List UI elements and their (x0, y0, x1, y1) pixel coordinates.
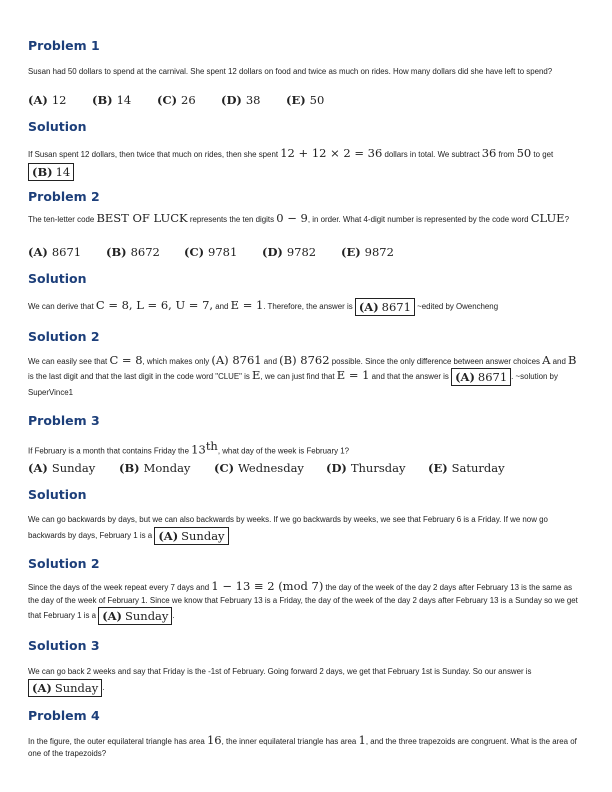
choice-b: (B) Monday (119, 461, 191, 475)
math-expression: 12 + 12 × 2 = 36 (280, 146, 383, 160)
problem-2-solution-heading: Solution (28, 271, 87, 286)
choice-e: (E) 9872 (341, 245, 394, 259)
choice-d: (D) 9782 (262, 245, 317, 259)
problem-3-solution-3-text: We can go back 2 weeks and say that Friday is the -1st of February. Going forward 2 days, we get that February 1st is Sunday. So our answer is (A) Sunday . (28, 667, 532, 695)
problem-4-heading: Problem 4 (28, 708, 100, 723)
problem-4-text: In the figure, the outer equilateral triangle has area 16, the inner equilateral triangle has area 1, and the three trapezoids are congruent. What is the area of one of the trapezoids? (28, 733, 577, 758)
problem-3-text: If February is a month that contains Friday the 13th, what day of the week is February 1? (28, 439, 349, 457)
choice-b: (B) 14 (92, 93, 132, 107)
answer-box: (A) 8671 (451, 368, 511, 386)
problem-2-heading: Problem 2 (28, 189, 100, 204)
choice-c: (C) 26 (157, 93, 196, 107)
problem-1-solution-text: If Susan spent 12 dollars, then twice that much on rides, then she spent 12 + 12 × 2 = 36 dollars in total. We subtract 36 from 50 to get (B) 14 (28, 146, 554, 179)
problem-2-solution-2-text: We can easily see that C = 8, which makes only (A) 8761 and (B) 8762 possible. Since the only difference between answer choices A and B is the last digit and that the last digit in the code word "CLUE" is E, we can just find that E = 1 and that the answer is (A) 8671 . ~solution by SuperVince1 (28, 353, 577, 397)
problem-2-solution-text: We can derive that C = 8, L = 6, U = 7, and E = 1. Therefore, the answer is (A) 8671 ~edited by Owencheng (28, 298, 499, 314)
choice-e: (E) Saturday (428, 461, 505, 475)
answer-box: (A) Sunday (98, 607, 172, 625)
problem-3-solution-text: We can go backwards by days, but we can also backwards by weeks. If we go backwards by weeks, we see that February 6 is a Friday. If we now go backwards by days, February 1 is a (A) Sunday (28, 515, 548, 543)
choice-c: (C) 9781 (184, 245, 238, 259)
problem-1-text: Susan had 50 dollars to spend at the carnival. She spent 12 dollars on food and twice as much on rides. How many dollars did she have left to spend? (28, 67, 553, 76)
problem-1-heading: Problem 1 (28, 38, 100, 53)
problem-2-solution-2-heading: Solution 2 (28, 329, 100, 344)
answer-box: (A) Sunday (154, 527, 228, 545)
answer-box: (A) Sunday (28, 679, 102, 697)
problem-3-solution-2-heading: Solution 2 (28, 556, 100, 571)
math-expression: 1 − 13 ≡ 2 (mod 7) (211, 579, 324, 593)
answer-box: (B) 14 (28, 163, 74, 181)
choice-d: (D) 38 (221, 93, 261, 107)
choice-b: (B) 8672 (106, 245, 160, 259)
choice-c: (C) Wednesday (214, 461, 304, 475)
problem-3-heading: Problem 3 (28, 413, 100, 428)
choice-a: (A) Sunday (28, 461, 96, 475)
problem-3-solution-heading: Solution (28, 487, 87, 502)
problem-2-text: The ten-letter code BEST OF LUCK represents the ten digits 0 − 9, in order. What 4-digit number is represented by the code word CLUE? (28, 211, 569, 225)
problem-3-solution-2-text: Since the days of the week repeat every 7 days and 1 − 13 ≡ 2 (mod 7) the day of the week of the day 2 days after February 13 is the same as the day of the week of February 1. Since we know that February 13 is a Friday, the day of the week of the day 2 days after February 13 is a Sunday so we get that February 1 is a (A) Sunday . (28, 579, 578, 623)
choice-a: (A) 8671 (28, 245, 82, 259)
choice-a: (A) 12 (28, 93, 67, 107)
choice-e: (E) 50 (286, 93, 325, 107)
problem-3-solution-3-heading: Solution 3 (28, 638, 100, 653)
choice-d: (D) Thursday (326, 461, 406, 475)
problem-1-solution-heading: Solution (28, 119, 87, 134)
answer-box: (A) 8671 (355, 298, 415, 316)
